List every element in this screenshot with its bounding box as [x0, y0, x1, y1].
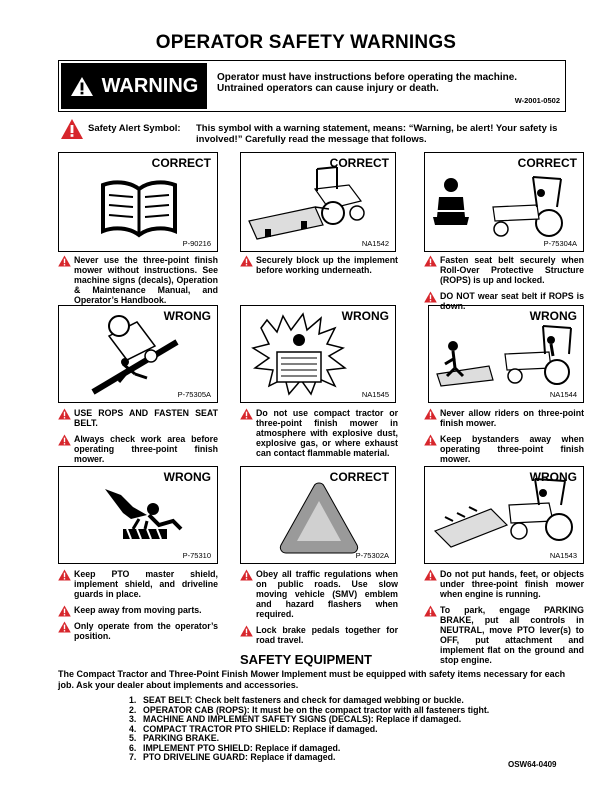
equipment-list	[129, 696, 489, 763]
seat-belt-tractor-illustration	[429, 173, 581, 239]
warning-code: W-2001-0502	[514, 96, 560, 105]
alert-icon	[240, 625, 253, 637]
alert-icon	[58, 408, 71, 420]
caption-group	[240, 408, 398, 458]
panel-rollover	[58, 305, 218, 403]
caption-group	[424, 569, 584, 665]
caption-item: Keep away from moving parts.	[58, 605, 218, 615]
panel-manual	[58, 152, 218, 252]
caption-item: Always check work area before operating three-point finish mower.	[58, 434, 218, 464]
alert-icon	[424, 434, 437, 446]
caption-group	[58, 569, 218, 641]
alert-icon	[58, 605, 71, 617]
warning-banner	[61, 63, 207, 109]
panel-tag: WRONG	[163, 309, 211, 323]
caption-group	[58, 408, 218, 464]
caption-item: Only operate from the operator’s position.	[58, 621, 218, 641]
panel-code: NA1545	[361, 390, 389, 399]
caption-group	[240, 569, 398, 645]
alert-icon	[424, 569, 437, 581]
caption-item: Do not put hands, feet, or objects under three-point finish mower when engine is running.	[424, 569, 584, 599]
list-item: 5. PARKING BRAKE.	[129, 733, 220, 743]
riders-on-mower-illustration	[433, 324, 579, 394]
caption-item: To park, engage PARKING BRAKE, put all controls in NEUTRAL, move PTO lever(s) to OFF, put attachment and implement flat on the ground and stop engine.	[424, 605, 584, 665]
tractor-blocked-implement-illustration	[245, 163, 375, 243]
panel-code: NA1543	[549, 551, 577, 560]
warning-text: Operator must have instructions before operating the machine. Untrained operators can cause injury or death.	[217, 72, 518, 94]
panel-tag: WRONG	[529, 309, 577, 323]
panel-code: P-75310	[182, 551, 211, 560]
caption-item: Lock brake pedals together for road travel.	[240, 625, 398, 645]
list-item: 3. MACHINE AND IMPLEMENT SAFETY SIGNS (DECALS): Replace if damaged.	[129, 714, 462, 724]
warning-icon	[70, 76, 94, 97]
caption-item: Do not use compact tractor or three-point finish mower in atmosphere with explosive dust, explosive gas, or where exhaust can contact flammable material.	[240, 408, 398, 458]
panel-block-implement	[240, 152, 396, 252]
panel-code: P-75302A	[355, 551, 389, 560]
alert-icon	[58, 621, 71, 633]
pto-entanglement-icon	[103, 485, 183, 549]
warning-banner-label: WARNING	[101, 74, 199, 97]
alert-icon	[424, 291, 437, 303]
safety-alert-icon	[60, 118, 84, 140]
panel-code: P-90216	[182, 239, 211, 248]
caption-item: USE ROPS AND FASTEN SEAT BELT.	[58, 408, 218, 428]
alert-icon	[424, 408, 437, 420]
caption-item: DO NOT wear seat belt if ROPS is down.	[424, 291, 584, 311]
panel-smv	[240, 466, 396, 564]
list-item: 1. SEAT BELT: Check belt fasteners and check for damaged webbing or buckle.	[129, 695, 464, 705]
list-item: 6. IMPLEMENT PTO SHIELD: Replace if damaged.	[129, 742, 341, 753]
panel-tag: WRONG	[529, 470, 577, 484]
tractor-rollover-illustration	[89, 312, 189, 396]
list-item: 4. COMPACT TRACTOR PTO SHIELD: Replace if damaged.	[129, 723, 378, 734]
panel-pto	[58, 466, 218, 564]
panel-hands-under	[424, 466, 584, 564]
caption-item: Fasten seat belt securely when Roll-Over Protective Structure (ROPS) is up and locked.	[424, 255, 584, 285]
list-item: 7. PTO DRIVELINE GUARD: Replace if damaged.	[129, 752, 336, 762]
caption-item: Keep PTO master shield, implement shield, and driveline guards in place.	[58, 569, 218, 599]
alert-icon	[240, 408, 253, 420]
page-title: OPERATOR SAFETY WARNINGS	[155, 32, 457, 53]
alert-label: Safety Alert Symbol:	[88, 123, 181, 134]
panel-tag: CORRECT	[329, 470, 389, 484]
panel-riders	[428, 305, 584, 403]
caption-group	[58, 255, 218, 305]
panel-tag: WRONG	[341, 309, 389, 323]
alert-icon	[58, 434, 71, 446]
caption-item: Never use the three-point finish mower without instructions. See machine signs (decals), Operation & Maintenance Manual, and Operator’s Handbook.	[58, 255, 218, 305]
alert-text: This symbol with a warning statement, means: “Warning, be alert! Your safety is involved!” Carefully read the message that follows.	[196, 123, 558, 145]
caption-group	[240, 255, 398, 275]
panel-tag: CORRECT	[517, 156, 577, 170]
caption-item: Obey all traffic regulations when on public roads. Use slow moving vehicle (SMV) emblem and hazard flashers when required.	[240, 569, 398, 619]
alert-icon	[424, 605, 437, 617]
footer-code: OSW64-0409	[508, 760, 557, 769]
section-intro: The Compact Tractor and Three-Point Finish Mower Implement must be equipped with safety items necessary for each job. Ask your dealer about implements and accessories.	[58, 669, 566, 690]
section-heading: SAFETY EQUIPMENT	[240, 652, 372, 667]
alert-icon	[58, 255, 71, 267]
alert-icon	[240, 569, 253, 581]
list-item: 2. OPERATOR CAB (ROPS): It must be on the compact tractor with all fasteners tight.	[129, 704, 490, 715]
caption-item: Securely block up the implement before working underneath.	[240, 255, 398, 275]
alert-icon	[424, 255, 437, 267]
panel-code: NA1542	[361, 239, 389, 248]
panel-code: NA1544	[549, 390, 577, 399]
alert-icon	[58, 569, 71, 581]
panel-tag: CORRECT	[329, 156, 389, 170]
panel-code: P-75305A	[177, 390, 211, 399]
caption-item: Keep bystanders away when operating three-point finish mower.	[424, 434, 584, 464]
panel-explosive	[240, 305, 396, 403]
alert-icon	[240, 255, 253, 267]
panel-tag: CORRECT	[151, 156, 211, 170]
panel-code: P-75304A	[543, 239, 577, 248]
explosion-illustration	[247, 312, 357, 398]
manual-book-icon	[99, 175, 179, 239]
smv-emblem-icon	[277, 479, 361, 555]
caption-group	[424, 408, 584, 464]
panel-tag: WRONG	[163, 470, 211, 484]
caption-group	[424, 255, 584, 311]
panel-seat-belt	[424, 152, 584, 252]
hands-under-mower-illustration	[431, 477, 577, 553]
caption-item: Never allow riders on three-point finish mower.	[424, 408, 584, 428]
